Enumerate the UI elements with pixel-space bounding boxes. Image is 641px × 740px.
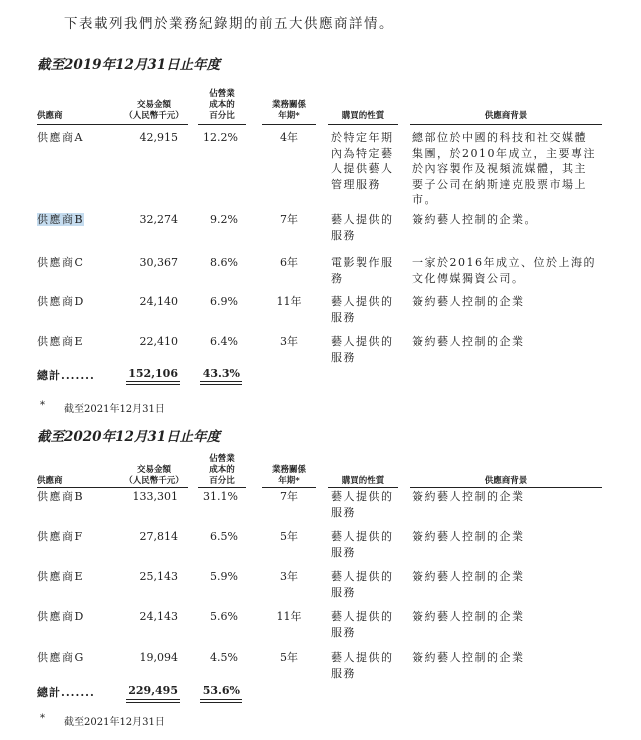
supplier-name bbox=[37, 569, 117, 585]
percent-value: 6.4% bbox=[210, 335, 238, 348]
total-label: 總計....... bbox=[37, 686, 95, 699]
amount-value: 30,367 bbox=[139, 256, 178, 269]
purchase-nature: 藝人提供的 服務 bbox=[331, 295, 394, 324]
section-title: 截至2020年12月31日止年度 bbox=[37, 429, 221, 445]
header-rule bbox=[120, 124, 188, 125]
percent-value: 9.2% bbox=[210, 213, 238, 226]
years-value: 4年 bbox=[280, 131, 298, 144]
header-rule bbox=[410, 487, 602, 488]
years-value: 6年 bbox=[280, 256, 298, 269]
header-nature: 購買的性質 bbox=[341, 111, 385, 121]
header-percent: 佔營業 成本的 百分比 bbox=[209, 89, 235, 121]
supplier-name bbox=[37, 489, 117, 505]
supplier-background: 總部位於中國的科技和社交媒體 集團，於2010年成立，主要專注 於內容製作及視頻流媒體，其主 要子公司在納斯達克股票市場上 市。 bbox=[412, 131, 596, 206]
purchase-nature: 藝人提供的 服務 bbox=[331, 530, 394, 559]
amount-value: 32,274 bbox=[139, 213, 178, 226]
header-supplier: 供應商 bbox=[37, 476, 63, 486]
purchase-nature: 於特定年期 內為特定藝 人提供藝人 管理服務 bbox=[331, 131, 394, 191]
amount-value: 25,143 bbox=[139, 570, 178, 583]
years-value: 5年 bbox=[280, 651, 298, 664]
header-amount: 交易金額 （人民幣千元） bbox=[124, 465, 184, 486]
total-underline bbox=[200, 381, 242, 385]
footnote-marker: * bbox=[40, 713, 45, 724]
amount-value: 133,301 bbox=[132, 490, 178, 503]
percent-value: 6.9% bbox=[210, 295, 238, 308]
purchase-nature: 藝人提供的 服務 bbox=[331, 490, 394, 519]
years-value: 11年 bbox=[276, 610, 302, 623]
supplier-label: 供應商E bbox=[37, 335, 85, 348]
amount-value: 27,814 bbox=[139, 530, 178, 543]
supplier-name bbox=[37, 650, 117, 666]
section-title: 截至2019年12月31日止年度 bbox=[37, 57, 221, 73]
percent-value: 4.5% bbox=[210, 651, 238, 664]
total-percent: 43.3% bbox=[202, 367, 240, 380]
header-rule bbox=[37, 487, 133, 488]
years-value: 5年 bbox=[280, 530, 298, 543]
header-years: 業務關係 年期* bbox=[271, 100, 306, 121]
header-percent: 佔營業 成本的 百分比 bbox=[209, 454, 235, 486]
header-rule bbox=[198, 487, 246, 488]
total-label: 總計....... bbox=[37, 369, 95, 382]
header-years: 業務關係 年期* bbox=[271, 465, 306, 486]
percent-value: 8.6% bbox=[210, 256, 238, 269]
years-value: 3年 bbox=[280, 570, 298, 583]
footnote-text: 截至2021年12月31日 bbox=[64, 717, 165, 728]
header-amount: 交易金額 （人民幣千元） bbox=[124, 100, 184, 121]
footnote-marker: * bbox=[40, 400, 45, 411]
purchase-nature: 電影製作服 務 bbox=[331, 256, 394, 285]
supplier-label: 供應商C bbox=[37, 256, 85, 269]
header-rule bbox=[262, 487, 316, 488]
total-percent: 53.6% bbox=[202, 684, 240, 697]
supplier-background: 簽約藝人控制的企業 bbox=[412, 610, 525, 623]
supplier-background: 簽約藝人控制的企業 bbox=[412, 651, 525, 664]
supplier-background: 簽約藝人控制的企業。 bbox=[412, 213, 537, 226]
amount-value: 24,143 bbox=[139, 610, 178, 623]
percent-value: 12.2% bbox=[203, 131, 238, 144]
percent-value: 5.6% bbox=[210, 610, 238, 623]
amount-value: 22,410 bbox=[139, 335, 178, 348]
supplier-label: 供應商B bbox=[37, 213, 85, 226]
total-underline bbox=[126, 381, 180, 385]
total-underline bbox=[200, 699, 242, 703]
years-value: 7年 bbox=[280, 213, 298, 226]
header-rule bbox=[262, 124, 316, 125]
header-nature: 購買的性質 bbox=[341, 476, 385, 486]
supplier-name bbox=[37, 212, 117, 228]
footnote-text: 截至2021年12月31日 bbox=[64, 404, 165, 415]
percent-value: 31.1% bbox=[203, 490, 238, 503]
header-rule bbox=[198, 124, 246, 125]
supplier-label: 供應商D bbox=[37, 610, 85, 623]
supplier-background: 簽約藝人控制的企業 bbox=[412, 530, 525, 543]
header-background: 供應商背景 bbox=[484, 476, 528, 486]
supplier-name bbox=[37, 529, 117, 545]
total-underline bbox=[126, 699, 180, 703]
supplier-background: 簽約藝人控制的企業 bbox=[412, 335, 525, 348]
supplier-label: 供應商G bbox=[37, 651, 85, 664]
supplier-background: 簽約藝人控制的企業 bbox=[412, 490, 525, 503]
supplier-name bbox=[37, 130, 117, 146]
percent-value: 6.5% bbox=[210, 530, 238, 543]
header-rule bbox=[410, 124, 602, 125]
years-value: 11年 bbox=[276, 295, 302, 308]
supplier-background: 簽約藝人控制的企業 bbox=[412, 295, 525, 308]
supplier-name bbox=[37, 334, 117, 350]
purchase-nature: 藝人提供的 服務 bbox=[331, 335, 394, 364]
years-value: 3年 bbox=[280, 335, 298, 348]
years-value: 7年 bbox=[280, 490, 298, 503]
purchase-nature: 藝人提供的 服務 bbox=[331, 651, 394, 680]
supplier-background: 簽約藝人控制的企業 bbox=[412, 570, 525, 583]
header-rule bbox=[328, 487, 398, 488]
amount-value: 19,094 bbox=[139, 651, 178, 664]
supplier-name bbox=[37, 609, 117, 625]
header-supplier: 供應商 bbox=[37, 111, 63, 121]
total-amount: 152,106 bbox=[128, 367, 178, 380]
intro-text: 下表載列我們於業務紀錄期的前五大供應商詳情。 bbox=[64, 16, 394, 32]
supplier-label: 供應商E bbox=[37, 570, 85, 583]
header-rule bbox=[328, 124, 398, 125]
supplier-label: 供應商A bbox=[37, 131, 84, 144]
header-rule bbox=[37, 124, 133, 125]
total-amount: 229,495 bbox=[128, 684, 178, 697]
header-rule bbox=[120, 487, 188, 488]
purchase-nature: 藝人提供的 服務 bbox=[331, 610, 394, 639]
percent-value: 5.9% bbox=[210, 570, 238, 583]
purchase-nature: 藝人提供的 服務 bbox=[331, 570, 394, 599]
supplier-name bbox=[37, 294, 117, 310]
purchase-nature: 藝人提供的 服務 bbox=[331, 213, 394, 242]
supplier-background: 一家於2016年成立、位於上海的 文化傳媒獨資公司。 bbox=[412, 256, 596, 285]
supplier-label: 供應商D bbox=[37, 295, 85, 308]
amount-value: 24,140 bbox=[139, 295, 178, 308]
supplier-name bbox=[37, 255, 117, 271]
amount-value: 42,915 bbox=[139, 131, 178, 144]
supplier-label: 供應商F bbox=[37, 530, 84, 543]
supplier-label: 供應商B bbox=[37, 490, 85, 503]
header-background: 供應商背景 bbox=[484, 111, 528, 121]
